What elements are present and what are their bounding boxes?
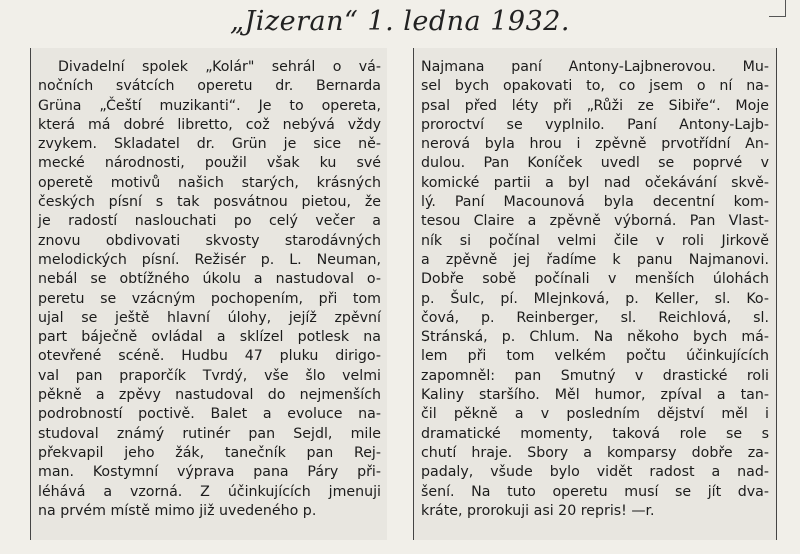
text-line: otevřené scéně. Hudbu 47 pluku dirigo- — [38, 348, 381, 365]
text-line: šení. Na tuto operetu musí se jít dva- — [421, 483, 769, 500]
text-line: Grüna „Čeští muzikanti“. Je to opereta, — [38, 97, 381, 114]
text-line: mecké národnosti, použil však ku své — [38, 155, 381, 172]
text-line: studoval známý rutinér pan Sejdl, mile — [38, 425, 381, 442]
text-line: operetě motivů našich starých, krásných — [38, 174, 381, 191]
text-line: komické partii a byl nad očekávání skvě- — [421, 174, 769, 191]
text-line: léhává a vzorná. Z účinkujících jmenuji — [38, 483, 381, 500]
text-line: čil pěkně a v posledním dějství měl i — [421, 406, 769, 423]
text-line: padaly, všude bylo vidět radost a nad- — [421, 464, 769, 481]
text-line: a zpěvně jej řadíme k panu Najmanovi. — [421, 251, 769, 268]
text-line: psal před léty při „Růži ze Sibiře“. Moje — [421, 97, 769, 114]
page-title: „Jizeran“ 1. ledna 1932. — [229, 6, 571, 37]
column-gutter — [387, 48, 413, 540]
text-line: p. Šulc, pí. Mlejnková, p. Keller, sl. Ko- — [421, 290, 769, 307]
text-line: znovu obdivovati skvosty starodávných — [38, 232, 381, 249]
article-text-left — [31, 48, 388, 521]
text-line: kráte, prorokuji asi 20 repris! —r. — [421, 502, 655, 519]
text-line: sel bych opakovati to, co jsem o ní na- — [421, 78, 769, 95]
text-line: pěkně a zpěvy nastudoval do nejmenších — [38, 387, 381, 404]
text-line: která má dobré libretto, což nebývá vždy — [38, 116, 381, 133]
text-line: čová, p. Reinberger, sl. Reichlová, sl. — [421, 309, 769, 326]
text-line: tesou Claire a zpěvně výborná. Pan Vlast- — [421, 213, 769, 230]
text-line: man. Kostymní výprava pana Páry při- — [38, 464, 381, 481]
text-line: podrobností poctivě. Balet a evoluce na- — [38, 406, 381, 423]
text-line: Kaliny staršího. Měl humor, zpíval a tan- — [421, 387, 769, 404]
text-line: lem při tom velkém počtu účinkujících — [421, 348, 769, 365]
text-line: nočních svátcích operetu dr. Bernarda — [38, 78, 381, 95]
text-line: českých písní s tak posvátnou pietou, že — [38, 194, 381, 211]
article-column-left — [30, 48, 389, 540]
text-line: je radostí naslouchati po celý večer a — [38, 213, 381, 230]
text-line: Najmana paní Antony-Lajbnerovou. Mu- — [421, 59, 769, 75]
text-line: ník si počínal velmi čile v roli Jirkově — [421, 232, 769, 249]
text-line: ujal se ještě hlavní úlohy, jejíž zpěvní — [38, 309, 381, 326]
text-line: melodických písní. Režisér p. L. Neuman, — [38, 251, 381, 268]
corner-crop-mark — [769, 0, 786, 17]
text-line: part báječně ovládal a sklízel potlesk na — [38, 329, 381, 346]
article-text-right — [414, 48, 776, 521]
text-line: val pan praporčík Tvrdý, vše šlo velmi — [38, 367, 381, 384]
text-line: nebál se obtížného úkolu a nastudoval o- — [38, 271, 381, 288]
text-line: zvykem. Skladatel dr. Grün je sice ně- — [38, 136, 381, 153]
text-line: zapomněl: pan Smutný v drastické roli — [421, 367, 769, 384]
text-line: chutí hraje. Sbory a komparsy dobře za- — [421, 444, 769, 461]
article-column-right — [413, 48, 777, 540]
text-line: nerová byla hrou i zpěvně prvotřídní An- — [421, 136, 769, 153]
text-line: Dobře sobě počínali v menších úlohách — [421, 271, 769, 288]
text-line: lý. Paní Macounová byla decentní kom- — [421, 194, 769, 211]
text-line: dramatické momenty, taková role se s — [421, 425, 769, 442]
text-line: proroctví se vyplnilo. Paní Antony-Lajb- — [421, 116, 769, 133]
text-line: Stránská, p. Chlum. Na někoho bych má- — [421, 329, 769, 346]
text-line: peretu se vzácným pochopením, při tom — [38, 290, 381, 307]
text-line: dulou. Pan Koníček uvedl se poprvé v — [421, 155, 769, 172]
text-line: Divadelní spolek „Kolár" sehrál o vá- — [58, 59, 381, 75]
text-line: na prvém místě mimo již uvedeného p. — [38, 502, 317, 519]
text-line: překvapil jeho žák, tanečník pan Rej- — [38, 444, 381, 461]
